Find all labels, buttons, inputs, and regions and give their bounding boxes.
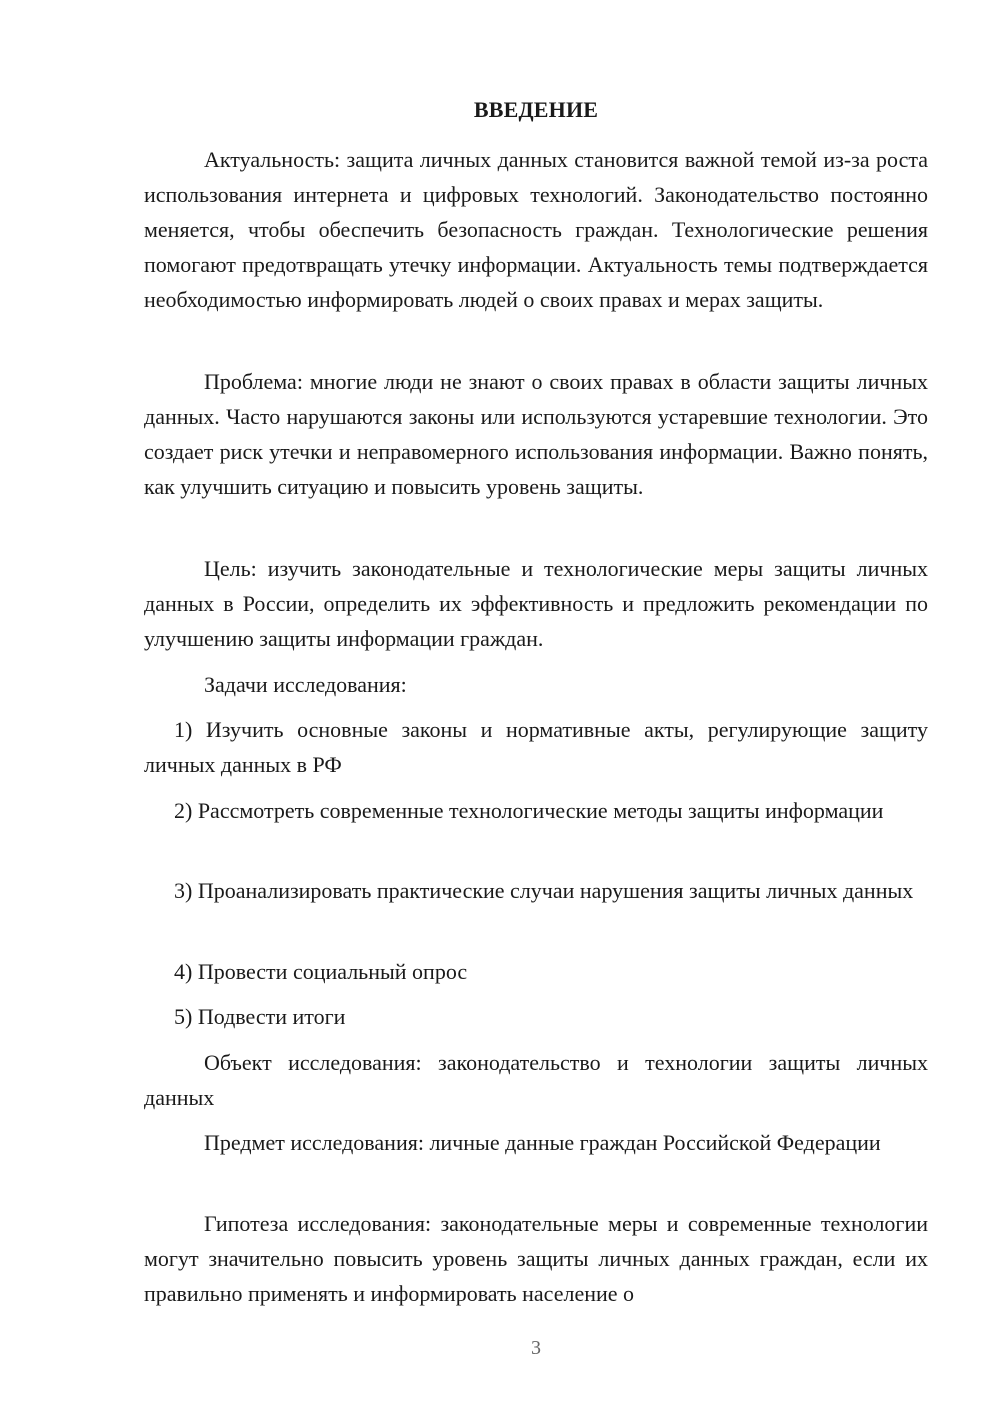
task-item-3: 3) Проанализировать практические случаи нарушения защиты личных данных bbox=[174, 878, 914, 903]
paragraph-object: Объект исследования: законодательство и технологии защиты личных данных bbox=[144, 1050, 928, 1110]
tasks-heading: Задачи исследования: bbox=[204, 672, 407, 697]
task-item-4: 4) Провести социальный опрос bbox=[174, 959, 468, 984]
paragraph-subject: Предмет исследования: личные данные граждан Российской Федерации bbox=[204, 1130, 881, 1155]
paragraph-problem: Проблема: многие люди не знают о своих правах в области защиты личных данных. Часто нарушаются законы или используются устаревшие технологии. Это создает риск утечки и неправомерного использования информации. Важно понять, как улучшить ситуацию и повысить уровень защиты. bbox=[144, 369, 928, 499]
task-item-5: 5) Подвести итоги bbox=[174, 1004, 346, 1029]
paragraph-goal: Цель: изучить законодательные и технологические меры защиты личных данных в России, определить их эффективность и предложить рекомендации по улучшению защиты информации граждан. bbox=[144, 556, 928, 651]
section-title: ВВЕДЕНИЕ bbox=[473, 97, 599, 122]
paragraph-relevance: Актуальность: защита личных данных становится важной темой из-за роста использования интернета и цифровых технологий. Законодательство постоянно меняется, чтобы обеспечить безопасность граждан. Технологические решения помогают предотвращать утечку информации. Актуальность темы подтверждается необходимостью информировать людей о своих правах и мерах защиты. bbox=[144, 147, 928, 312]
task-item-1: 1) Изучить основные законы и нормативные акты, регулирующие защиту личных данных в РФ bbox=[144, 717, 928, 777]
task-item-2: 2) Рассмотреть современные технологические методы защиты информации bbox=[174, 798, 884, 823]
paragraph-hypothesis: Гипотеза исследования: законодательные меры и современные технологии могут значительно повысить уровень защиты личных данных граждан, если их правильно применять и информировать население о bbox=[144, 1211, 928, 1306]
page-number: 3 bbox=[531, 1337, 541, 1359]
